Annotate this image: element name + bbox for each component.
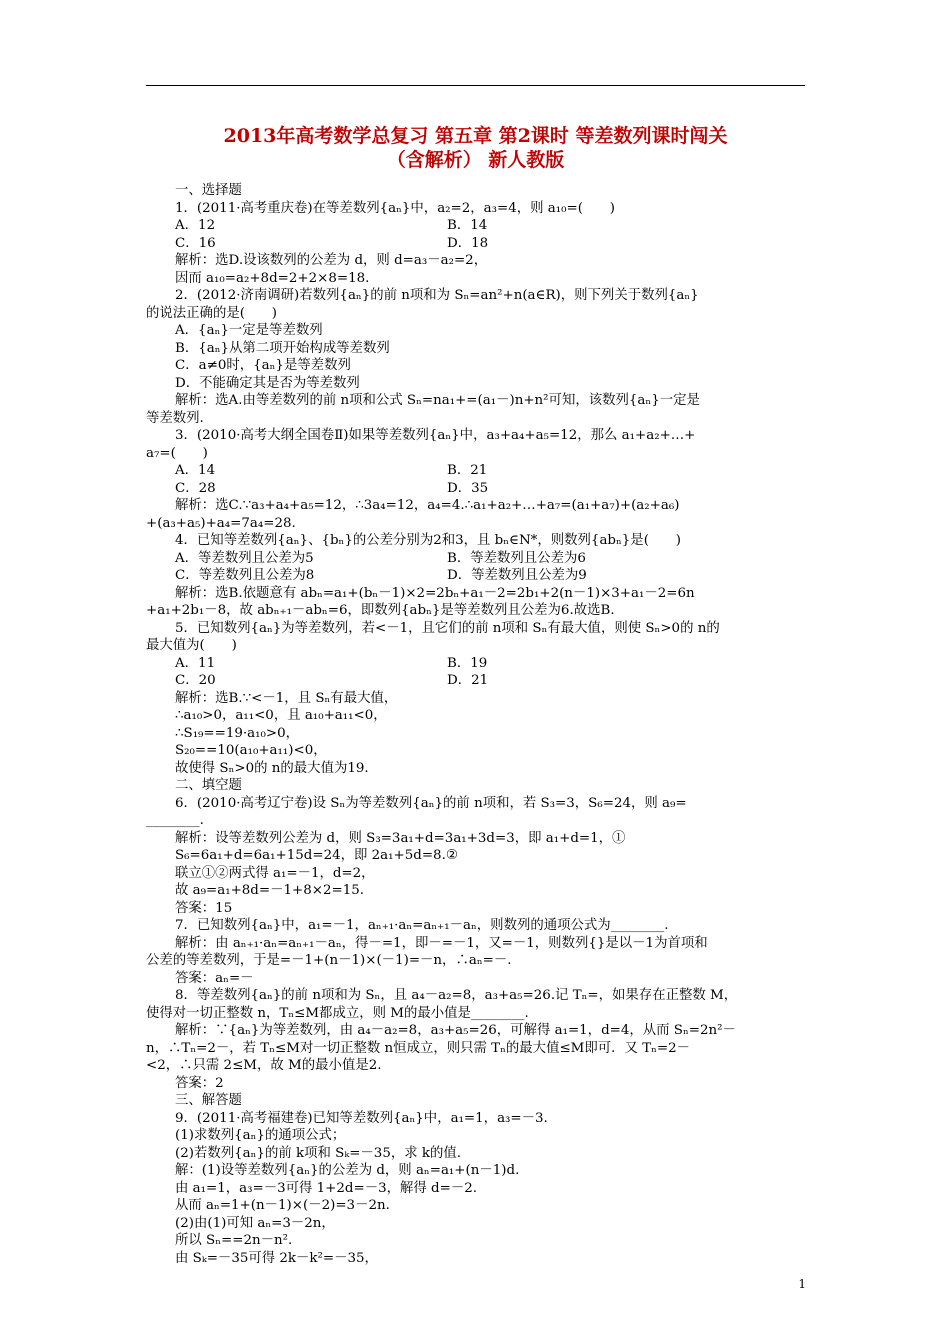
text-line: 7．已知数列{aₙ}中，a₁=－1，aₙ₊₁·aₙ=aₙ₊₁－aₙ，则数列的通项公式为________. bbox=[175, 918, 669, 933]
text-line: 解析：由 aₙ₊₁·aₙ=aₙ₊₁－aₙ，得－=1，即－=－1，又=－1，则数列{}是以－1为首项和 bbox=[175, 935, 708, 951]
text-line: 1．(2011·高考重庆卷)在等差数列{aₙ}中，a₂=2，a₃=4，则 a₁₀=( ) bbox=[175, 200, 615, 216]
option-text: B．等差数列且公差为6 bbox=[447, 550, 586, 566]
text-line: 5．已知数列{aₙ}为等差数列，若<－1，且它们的前 n项和 Sₙ有最大值，则使 Sₙ>0的 n的 bbox=[175, 620, 720, 636]
text-line: 解析：选B.依题意有 abₙ=a₁+(bₙ－1)×2=2bₙ+a₁－2=2b₁+2(n－1)×3+a₁－2=6n bbox=[175, 585, 695, 601]
text-line: +a₁+2b₁－8，故 abₙ₊₁－abₙ=6，即数列{abₙ}是等差数列且公差为6.故选B. bbox=[146, 603, 615, 618]
text-line: 2．(2012·济南调研)若数列{aₙ}的前 n项和为 Sₙ=an²+n(a∈R)，则下列关于数列{aₙ} bbox=[175, 288, 699, 303]
text-line: 最大值为( ) bbox=[146, 638, 237, 653]
text-line: A．{aₙ}一定是等差数列 bbox=[175, 323, 323, 338]
text-line: 所以 Sₙ==2n－n². bbox=[175, 1233, 293, 1248]
option-row bbox=[146, 655, 806, 673]
text-line: D．不能确定其是否为等差数列 bbox=[175, 375, 360, 391]
option-row bbox=[146, 567, 806, 585]
text-line: C．a≠0时，{aₙ}是等差数列 bbox=[175, 358, 351, 373]
text-line: 解析：∵{aₙ}为等差数列，由 a₄－a₂=8，a₃+a₅=26，可解得 a₁=1，d=4，从而 Sₙ=2n²－ bbox=[175, 1023, 736, 1038]
document-title bbox=[146, 124, 805, 172]
option-text: D．等差数列且公差为9 bbox=[447, 568, 587, 583]
text-line: ∴a₁₀>0，a₁₁<0，且 a₁₀+a₁₁<0， bbox=[175, 708, 387, 723]
text-line: 公差的等差数列，于是=－1+(n－1)×(－1)=－n，∴aₙ=－. bbox=[146, 953, 512, 968]
option-row bbox=[146, 672, 806, 690]
option-text: B．14 bbox=[447, 218, 488, 233]
option-text: A．14 bbox=[175, 463, 216, 478]
text-line: 6．(2010·高考辽宁卷)设 Sₙ为等差数列{aₙ}的前 n项和，若 S₃=3，S₆=24，则 a₉= bbox=[175, 795, 687, 811]
text-line: 三、解答题 bbox=[175, 1093, 242, 1108]
text-line: n，∴Tₙ=2－，若 Tₙ≤M对一切正整数 n恒成立，则只需 Tₙ的最大值≤M即可．又 Tₙ=2－ bbox=[146, 1040, 691, 1056]
option-text: A．11 bbox=[175, 655, 216, 671]
text-line: 8．等差数列{aₙ}的前 n项和为 Sₙ，且 a₄－a₂=8，a₃+a₅=26.记 Tₙ=，如果存在正整数 M， bbox=[175, 988, 738, 1003]
text-line: 一、选择题 bbox=[175, 183, 242, 198]
text-line: S₆=6a₁+d=6a₁+15d=24，即 2a₁+5d=8.② bbox=[175, 848, 458, 863]
option-text: C．28 bbox=[175, 480, 216, 496]
text-line: 等差数列. bbox=[146, 410, 204, 426]
text-line: 因而 a₁₀=a₂+8d=2+2×8=18. bbox=[175, 270, 370, 286]
header-rule bbox=[146, 85, 805, 86]
text-line: (2)由(1)可知 aₙ=3－2n， bbox=[175, 1215, 335, 1231]
option-text: B．19 bbox=[447, 655, 488, 671]
title-line-2: （含解析） 新人教版 bbox=[386, 149, 565, 171]
text-line: 二、填空题 bbox=[175, 778, 242, 793]
text-line: 解析：选A.由等差数列的前 n项和公式 Sₙ=na₁+=(a₁－)n+n²可知，该数列{aₙ}一定是 bbox=[175, 393, 700, 408]
text-line: S₂₀==10(a₁₀+a₁₁)<0， bbox=[175, 743, 327, 758]
text-line: ________. bbox=[146, 813, 204, 828]
text-line: 答案：15 bbox=[175, 900, 233, 916]
text-line: 4．已知等差数列{aₙ}、{bₙ}的公差分别为2和3，且 bₙ∈N*，则数列{abₙ}是( ) bbox=[175, 533, 681, 548]
page-number: 1 bbox=[798, 1277, 806, 1291]
option-text: A．12 bbox=[175, 218, 216, 233]
text-line: 9．(2011·高考福建卷)已知等差数列{aₙ}中，a₁=1，a₃=－3. bbox=[175, 1110, 548, 1126]
document-body bbox=[146, 182, 806, 1267]
text-line: 从而 aₙ=1+(n－1)×(－2)=3－2n. bbox=[175, 1198, 390, 1213]
text-line: 解析：设等差数列公差为 d，则 S₃=3a₁+d=3a₁+3d=3，即 a₁+d=1，① bbox=[175, 830, 626, 846]
text-line: 答案：aₙ=－ bbox=[175, 970, 254, 986]
option-text: A．等差数列且公差为5 bbox=[175, 550, 314, 566]
option-text: D．21 bbox=[447, 673, 489, 688]
text-line: 故使得 Sₙ>0的 n的最大值为19. bbox=[175, 760, 369, 776]
option-text: C．等差数列且公差为8 bbox=[175, 568, 315, 583]
text-line: 3．(2010·高考大纲全国卷Ⅱ)如果等差数列{aₙ}中，a₃+a₄+a₅=12，那么 a₁+a₂+…+ bbox=[175, 428, 696, 443]
text-line: (2)若数列{aₙ}的前 k项和 Sₖ=－35，求 k的值. bbox=[175, 1145, 462, 1161]
text-line: +(a₃+a₅)+a₄=7a₄=28. bbox=[146, 515, 296, 531]
option-row bbox=[146, 462, 806, 480]
option-row bbox=[146, 550, 806, 568]
option-row bbox=[146, 235, 806, 253]
text-line: 答案：2 bbox=[175, 1075, 224, 1091]
option-text: D．35 bbox=[447, 480, 489, 496]
option-text: D．18 bbox=[447, 235, 489, 251]
text-line: 由 Sₖ=－35可得 2k－k²=－35， bbox=[175, 1250, 378, 1266]
text-line: B．{aₙ}从第二项开始构成等差数列 bbox=[175, 340, 390, 356]
text-line: 联立①②两式得 a₁=－1，d=2， bbox=[175, 865, 375, 881]
text-line: 由 a₁=1，a₃=－3可得 1+2d=－3，解得 d=－2. bbox=[175, 1180, 477, 1196]
text-line: 解析：选C.∵a₃+a₄+a₅=12，∴3a₄=12，a₄=4.∴a₁+a₂+…+a₇=(a₁+a₇)+(a₂+a₆) bbox=[175, 498, 680, 513]
text-line: (1)求数列{aₙ}的通项公式； bbox=[175, 1128, 346, 1143]
text-line: 解析：选D.设该数列的公差为 d，则 d=a₃－a₂=2， bbox=[175, 253, 488, 268]
text-line: ∴S₁₉==19·a₁₀>0， bbox=[175, 725, 300, 741]
text-line: 的说法正确的是( ) bbox=[146, 305, 277, 321]
text-line: 解：(1)设等差数列{aₙ}的公差为 d，则 aₙ=a₁+(n－1)d. bbox=[175, 1163, 520, 1178]
option-text: C．20 bbox=[175, 673, 216, 688]
text-line: 使得对一切正整数 n，Tₙ≤M都成立，则 M的最小值是________. bbox=[146, 1005, 529, 1021]
title-line-1: 2013年高考数学总复习 第五章 第2课时 等差数列课时闯关 bbox=[223, 125, 728, 147]
option-row bbox=[146, 480, 806, 498]
text-line: <2，∴只需 2≤M，故 M的最小值是2. bbox=[146, 1058, 382, 1073]
text-line: a₇=( ) bbox=[146, 445, 208, 461]
option-text: B．21 bbox=[447, 463, 488, 478]
text-line: 解析：选B.∵<－1，且 Sₙ有最大值， bbox=[175, 690, 398, 706]
option-row bbox=[146, 217, 806, 235]
text-line: 故 a₉=a₁+8d=－1+8×2=15. bbox=[175, 883, 365, 898]
option-text: C．16 bbox=[175, 235, 216, 251]
